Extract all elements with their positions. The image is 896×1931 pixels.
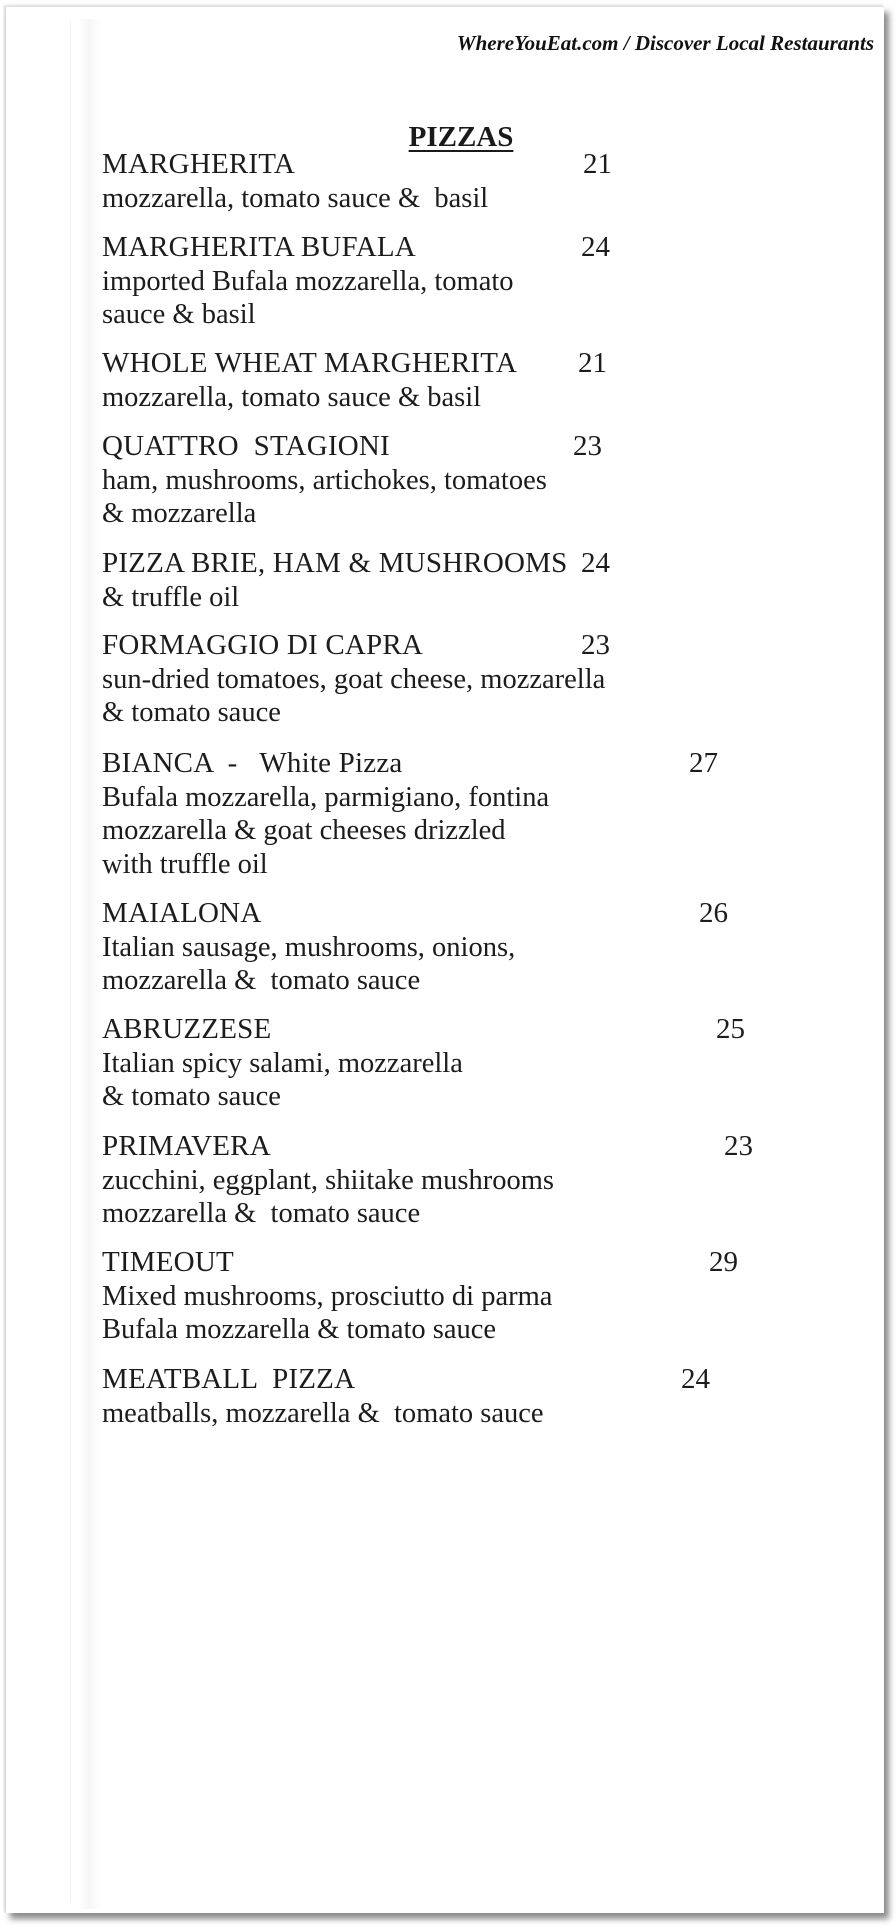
item-price: 29 <box>709 1246 738 1278</box>
item-description: sauce & basil <box>102 299 256 330</box>
menu-item <box>102 231 802 332</box>
item-description: mozzarella & tomato sauce <box>102 1198 421 1229</box>
item-name: QUATTRO STAGIONI <box>102 430 390 462</box>
item-description: imported Bufala mozzarella, tomato <box>102 265 514 297</box>
item-name: TIMEOUT <box>102 1246 234 1278</box>
item-description: Italian sausage, mushrooms, onions, <box>102 931 516 963</box>
item-description: & tomato sauce <box>102 1081 281 1112</box>
menu-item <box>102 547 802 614</box>
menu-item <box>102 1013 802 1114</box>
item-name: MARGHERITA BUFALA <box>102 231 416 263</box>
item-price: 23 <box>581 629 610 661</box>
item-description: & truffle oil <box>102 581 240 613</box>
item-description: ham, mushrooms, artichokes, tomatoes <box>102 464 547 496</box>
scan-line-decoration <box>70 21 71 1901</box>
scan-streak-decoration <box>78 19 100 1909</box>
item-price: 23 <box>573 430 602 462</box>
item-description: Bufala mozzarella & tomato sauce <box>102 1314 497 1345</box>
item-description: Mixed mushrooms, prosciutto di parma <box>102 1280 553 1312</box>
menu-item <box>102 1363 802 1430</box>
item-description: & tomato sauce <box>102 697 281 728</box>
item-description: with truffle oil <box>102 848 268 880</box>
item-description: Italian spicy salami, mozzarella <box>102 1047 463 1079</box>
item-price: 24 <box>681 1363 710 1395</box>
menu-item <box>102 897 802 998</box>
item-name: FORMAGGIO DI CAPRA <box>102 629 424 661</box>
item-price: 24 <box>581 547 610 579</box>
menu-page <box>5 6 884 1913</box>
menu-item <box>102 148 802 215</box>
item-description: mozzarella & tomato sauce <box>102 965 421 996</box>
menu-item <box>102 629 802 730</box>
item-name: BIANCA - White Pizza <box>102 747 403 779</box>
menu-item <box>102 1130 802 1231</box>
menu-item <box>102 347 802 414</box>
item-description: mozzarella & goat cheeses drizzled <box>102 815 506 846</box>
site-header <box>6 31 874 56</box>
item-description: mozzarella, tomato sauce & basil <box>102 182 489 214</box>
item-price: 25 <box>716 1013 745 1045</box>
item-name: PRIMAVERA <box>102 1130 271 1162</box>
item-price: 27 <box>689 747 718 779</box>
item-price: 26 <box>699 897 728 929</box>
item-description: Bufala mozzarella, parmigiano, fontina <box>102 781 550 813</box>
item-description: meatballs, mozzarella & tomato sauce <box>102 1397 544 1429</box>
item-name: PIZZA BRIE, HAM & MUSHROOMS <box>102 547 568 579</box>
menu-item <box>102 747 802 881</box>
item-description: zucchini, eggplant, shiitake mushrooms <box>102 1164 554 1196</box>
item-price: 21 <box>578 347 607 379</box>
item-name: MAIALONA <box>102 897 262 929</box>
item-description: mozzarella, tomato sauce & basil <box>102 381 482 413</box>
section-title-pizzas: PIZZAS <box>408 121 514 153</box>
item-price: 23 <box>724 1130 753 1162</box>
item-price: 21 <box>583 148 612 180</box>
menu-item <box>102 430 802 531</box>
item-name: WHOLE WHEAT MARGHERITA <box>102 347 518 379</box>
menu-item <box>102 1246 802 1347</box>
item-description: sun-dried tomatoes, goat cheese, mozzarella <box>102 663 606 695</box>
site-title: WhereYouEat.com / Discover Local Restaurants <box>456 31 874 55</box>
item-price: 24 <box>581 231 610 263</box>
item-name: MEATBALL PIZZA <box>102 1363 356 1395</box>
item-name: MARGHERITA <box>102 148 296 180</box>
item-description: & mozzarella <box>102 498 257 529</box>
item-name: ABRUZZESE <box>102 1013 272 1045</box>
